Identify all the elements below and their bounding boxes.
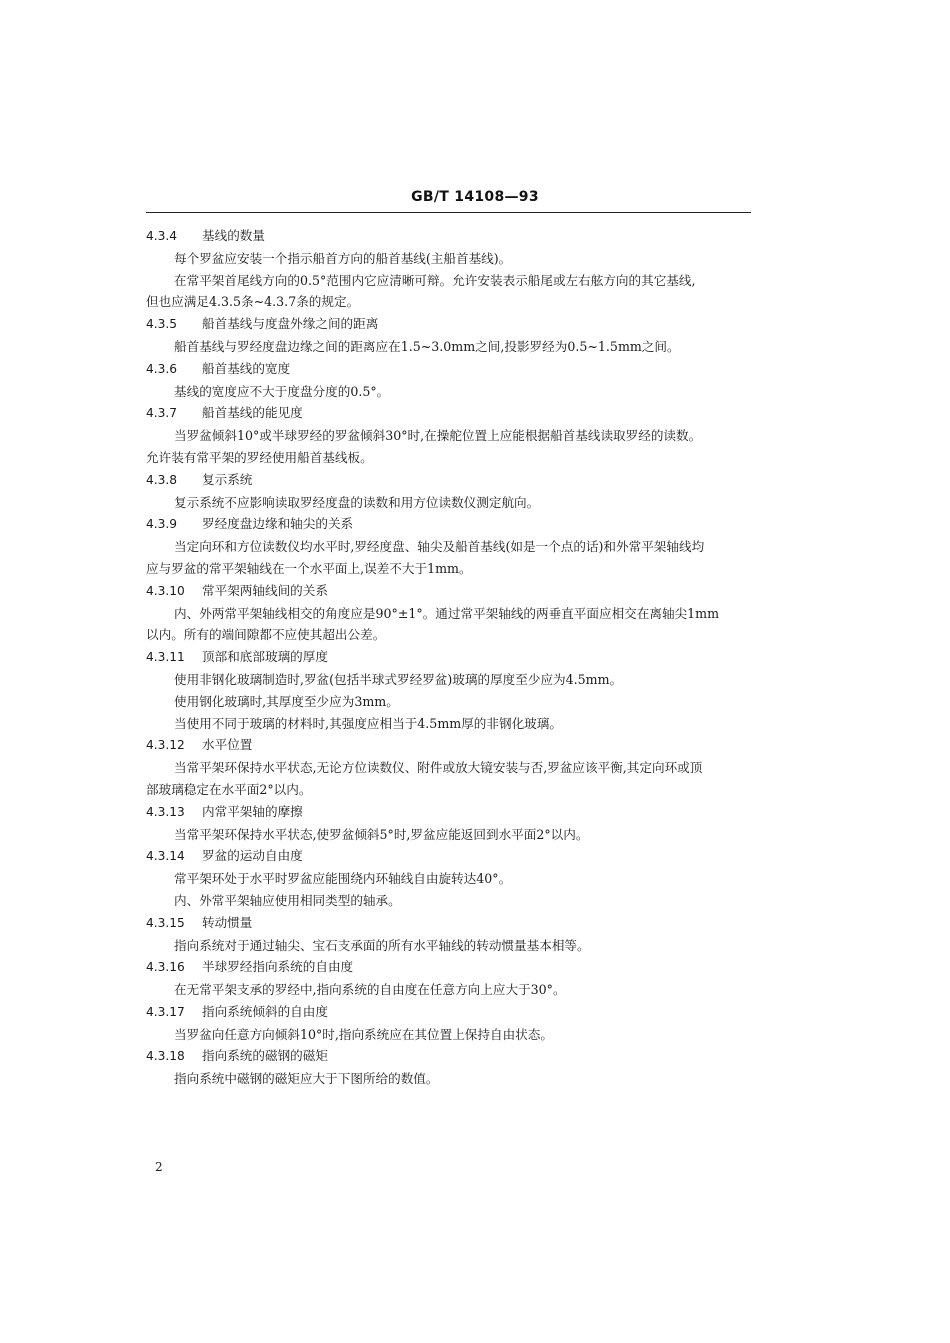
section-number: 4.3.14 <box>146 849 185 864</box>
section-number: 4.3.17 <box>146 1004 185 1019</box>
body-text-line: 内、外两常平架轴线相交的角度应是90°±1°。通过常平架轴线的两垂直平面应相交在离轴尖1mm <box>174 605 720 621</box>
body-text-line: 指向系统中磁钢的磁矩应大于下图所给的数值。 <box>174 1071 439 1087</box>
section-heading <box>146 1045 756 1068</box>
section-number: 4.3.18 <box>146 1049 185 1064</box>
body-text-line: 当罗盆倾斜10°或半球罗经的罗盆倾斜30°时,在操舵位置上应能根据船首基线读取罗经的读数。 <box>174 428 702 444</box>
section-title: 内常平架轴的摩擦 <box>202 803 303 819</box>
section-heading <box>146 646 756 669</box>
section-heading <box>146 956 756 979</box>
section-heading <box>146 801 756 824</box>
section-heading <box>146 580 756 603</box>
body-text-line: 每个罗盆应安装一个指示船首方向的船首基线(主船首基线)。 <box>174 250 512 266</box>
body-text-line: 内、外常平架轴应使用相同类型的轴承。 <box>174 892 401 908</box>
section-title: 指向系统倾斜的自由度 <box>202 1003 328 1019</box>
section-title: 常平架两轴线间的关系 <box>202 582 328 598</box>
body-text-line: 复示系统不应影响读取罗经度盘的读数和用方位读数仪测定航向。 <box>174 494 540 510</box>
section-title: 罗经度盘边缘和轴尖的关系 <box>202 516 354 532</box>
body-text-line: 部玻璃稳定在水平面2°以内。 <box>146 781 312 797</box>
section-heading <box>146 358 756 381</box>
section-title: 半球罗经指向系统的自由度 <box>202 959 354 975</box>
section-title: 指向系统的磁钢的磁矩 <box>202 1048 328 1064</box>
body-text-line: 在无常平架支承的罗经中,指向系统的自由度在任意方向上应大于30°。 <box>174 982 566 998</box>
section-heading <box>146 912 756 935</box>
section-heading <box>146 845 756 868</box>
page-header-standard-code: GB/T 14108—93 <box>411 189 539 205</box>
body-text-line: 基线的宽度应不大于度盘分度的0.5°。 <box>174 383 390 399</box>
section-heading <box>146 313 756 336</box>
body-text-line: 以内。所有的端间隙都不应使其超出公差。 <box>146 627 386 643</box>
page-number: 2 <box>155 1160 163 1174</box>
body-text-line: 在常平架首尾线方向的0.5°范围内它应清晰可辩。允许安装表示船尾或左右舷方向的其它基线, <box>174 272 696 288</box>
section-title: 船首基线的能见度 <box>202 405 303 421</box>
section-title: 转动惯量 <box>202 914 253 930</box>
header-rule <box>146 212 751 213</box>
section-number: 4.3.4 <box>146 229 178 243</box>
body-text-line: 指向系统对于通过轴尖、宝石支承面的所有水平轴线的转动惯量基本相等。 <box>174 937 590 953</box>
body-text-line: 允许装有常平架的罗经使用船首基线板。 <box>146 449 373 465</box>
section-heading <box>146 225 756 248</box>
section-title: 罗盆的运动自由度 <box>202 848 303 864</box>
section-heading <box>146 513 756 536</box>
body-text-line: 应与罗盆的常平架轴线在一个水平面上,误差不大于1mm。 <box>146 560 472 576</box>
document-body <box>146 225 756 1090</box>
body-text-line: 当常平架环保持水平状态,使罗盆倾斜5°时,罗盆应能返回到水平面2°以内。 <box>174 826 589 842</box>
section-heading <box>146 402 756 425</box>
body-text-line: 使用非钢化玻璃制造时,罗盆(包括半球式罗经罗盆)玻璃的厚度至少应为4.5mm。 <box>174 671 623 687</box>
section-title: 船首基线的宽度 <box>202 360 291 376</box>
body-text-line: 当罗盆向任意方向倾斜10°时,指向系统应在其位置上保持自由状态。 <box>174 1026 553 1042</box>
section-number: 4.3.7 <box>146 406 178 421</box>
section-heading <box>146 469 756 492</box>
section-number: 4.3.8 <box>146 472 178 487</box>
section-heading <box>146 734 756 757</box>
section-title: 顶部和底部玻璃的厚度 <box>202 649 328 665</box>
body-text-line: 船首基线与罗经度盘边缘之间的距离应在1.5~3.0mm之间,投影罗经为0.5~1.5mm之间。 <box>174 338 680 354</box>
body-text-line: 当使用不同于玻璃的材料时,其强度应相当于4.5mm厚的非钢化玻璃。 <box>174 715 562 731</box>
section-number: 4.3.12 <box>146 738 185 753</box>
section-title: 复示系统 <box>202 471 253 487</box>
section-number: 4.3.9 <box>146 517 178 532</box>
section-number: 4.3.15 <box>146 915 185 930</box>
section-title: 水平位置 <box>202 737 253 753</box>
section-heading <box>146 1001 756 1024</box>
section-title: 船首基线与度盘外缘之间的距离 <box>202 316 379 332</box>
body-text-line: 当定向环和方位读数仪均水平时,罗经度盘、轴尖及船首基线(如是一个点的话)和外常平架轴线均 <box>174 539 705 555</box>
section-title: 基线的数量 <box>202 228 265 243</box>
body-text-line: 当常平架环保持水平状态,无论方位读数仪、附件或放大镜安装与否,罗盆应该平衡,其定向环或顶 <box>174 760 703 776</box>
section-number: 4.3.16 <box>146 960 185 975</box>
body-text-line: 使用钢化玻璃时,其厚度至少应为3mm。 <box>174 693 399 709</box>
body-text-line: 常平架环处于水平时罗盆应能围绕内环轴线自由旋转达40°。 <box>174 871 512 887</box>
section-number: 4.3.6 <box>146 361 178 376</box>
section-number: 4.3.13 <box>146 804 185 819</box>
section-number: 4.3.5 <box>146 317 178 332</box>
body-text-line: 但也应满足4.3.5条~4.3.7条的规定。 <box>146 294 360 310</box>
section-number: 4.3.11 <box>146 650 185 665</box>
section-number: 4.3.10 <box>146 583 185 598</box>
